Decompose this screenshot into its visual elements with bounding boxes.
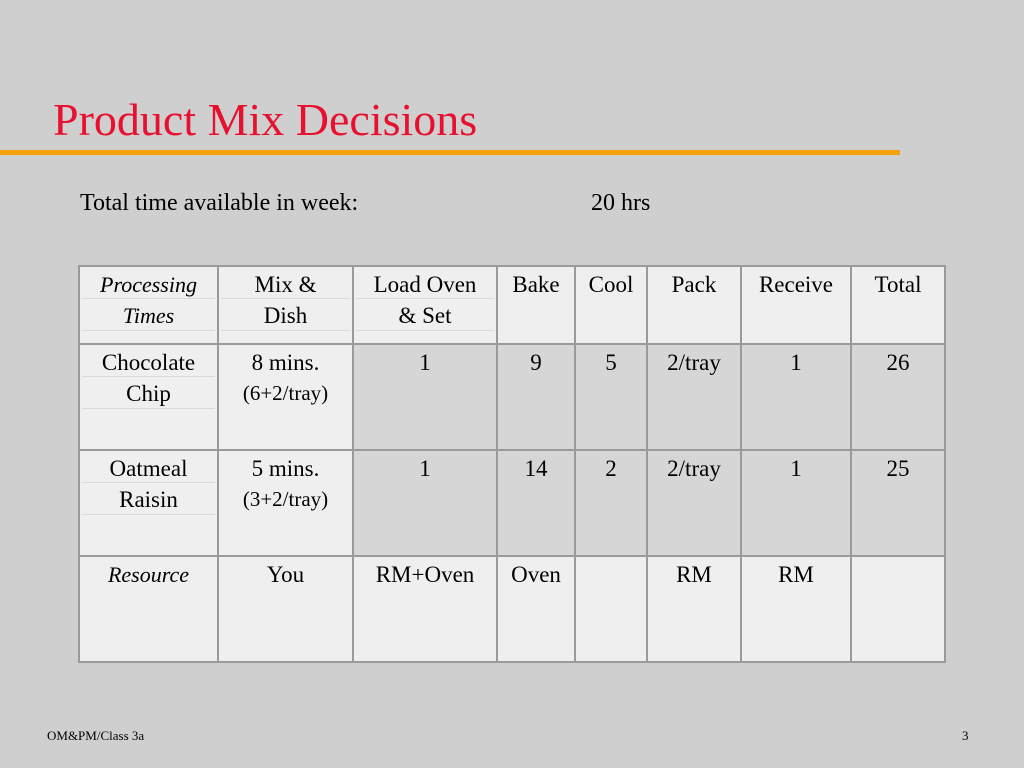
resource-bake (497, 556, 575, 662)
corner-header (79, 266, 218, 344)
col-header-load-line1: Load Oven (373, 272, 477, 297)
time-available-label: Total time available in week: (80, 190, 359, 216)
cell-total (851, 450, 945, 556)
resource-total-value (852, 557, 944, 559)
cell-mix-line2: (6+2/tray) (242, 381, 329, 405)
cell-load-value: 1 (419, 350, 431, 375)
row-label-resource (79, 556, 218, 662)
cell-receive-value: 1 (790, 456, 802, 481)
cell-total-value: 26 (886, 350, 910, 375)
cell-bake (497, 344, 575, 450)
col-header-bake-label: Bake (512, 272, 560, 297)
cell-load (353, 450, 497, 556)
col-header-mix-line1: Mix & (254, 272, 317, 297)
col-header-pack (647, 266, 741, 344)
cell-pack-value: 2/tray (667, 350, 721, 375)
col-header-mix (218, 266, 353, 344)
table-row-chocolate-chip (79, 344, 945, 450)
cell-mix-line1: 5 mins. (251, 456, 320, 481)
cell-pack-value: 2/tray (667, 456, 721, 481)
table-row-oatmeal-raisin (79, 450, 945, 556)
processing-times-table (78, 265, 946, 663)
resource-total (851, 556, 945, 662)
resource-receive-value: RM (778, 562, 814, 587)
resource-mix (218, 556, 353, 662)
resource-cool-value (576, 557, 646, 559)
col-header-receive-label: Receive (758, 272, 834, 297)
row-label-chocolate-chip (79, 344, 218, 450)
col-header-receive (741, 266, 851, 344)
cell-bake-value: 14 (524, 456, 548, 481)
col-header-load-line2: & Set (398, 303, 452, 328)
page-number: 3 (962, 728, 969, 743)
resource-cool (575, 556, 647, 662)
cell-receive (741, 344, 851, 450)
cell-bake-value: 9 (530, 350, 542, 375)
row-label-line1: Oatmeal (109, 456, 188, 481)
col-header-pack-label: Pack (671, 272, 717, 297)
cell-load (353, 344, 497, 450)
col-header-bake (497, 266, 575, 344)
cell-pack (647, 450, 741, 556)
col-header-cool (575, 266, 647, 344)
table-header-row (79, 266, 945, 344)
corner-header-line1: Processing (100, 272, 197, 297)
footer-course: OM&PM/Class 3a (47, 728, 145, 743)
cell-bake (497, 450, 575, 556)
col-header-mix-line2: Dish (263, 303, 308, 328)
title-divider (0, 150, 900, 155)
table-row-resource (79, 556, 945, 662)
cell-mix (218, 450, 353, 556)
resource-load (353, 556, 497, 662)
resource-bake-value: Oven (511, 562, 561, 587)
row-label-line2: Chip (126, 381, 171, 406)
slide-title: Product Mix Decisions (53, 94, 478, 145)
resource-pack (647, 556, 741, 662)
time-available-value: 20 hrs (591, 190, 651, 216)
col-header-cool-label: Cool (588, 272, 634, 297)
cell-total (851, 344, 945, 450)
resource-load-value: RM+Oven (375, 562, 475, 587)
corner-header-line2: Times (122, 303, 175, 328)
row-label-oatmeal-raisin (79, 450, 218, 556)
resource-pack-value: RM (676, 562, 712, 587)
cell-receive (741, 450, 851, 556)
col-header-total (851, 266, 945, 344)
col-header-load (353, 266, 497, 344)
cell-load-value: 1 (419, 456, 431, 481)
cell-mix-line2: (3+2/tray) (242, 487, 329, 511)
cell-cool-value: 2 (605, 456, 617, 481)
cell-cool (575, 450, 647, 556)
row-label-line1: Chocolate (101, 350, 196, 375)
col-header-total-label: Total (874, 272, 922, 297)
resource-receive (741, 556, 851, 662)
row-label-line2: Raisin (119, 487, 178, 512)
cell-mix-line1: 8 mins. (251, 350, 320, 375)
resource-label: Resource (107, 562, 190, 587)
cell-receive-value: 1 (790, 350, 802, 375)
cell-cool (575, 344, 647, 450)
cell-mix (218, 344, 353, 450)
cell-pack (647, 344, 741, 450)
cell-total-value: 25 (886, 456, 910, 481)
resource-mix-value: You (266, 562, 305, 587)
cell-cool-value: 5 (605, 350, 617, 375)
